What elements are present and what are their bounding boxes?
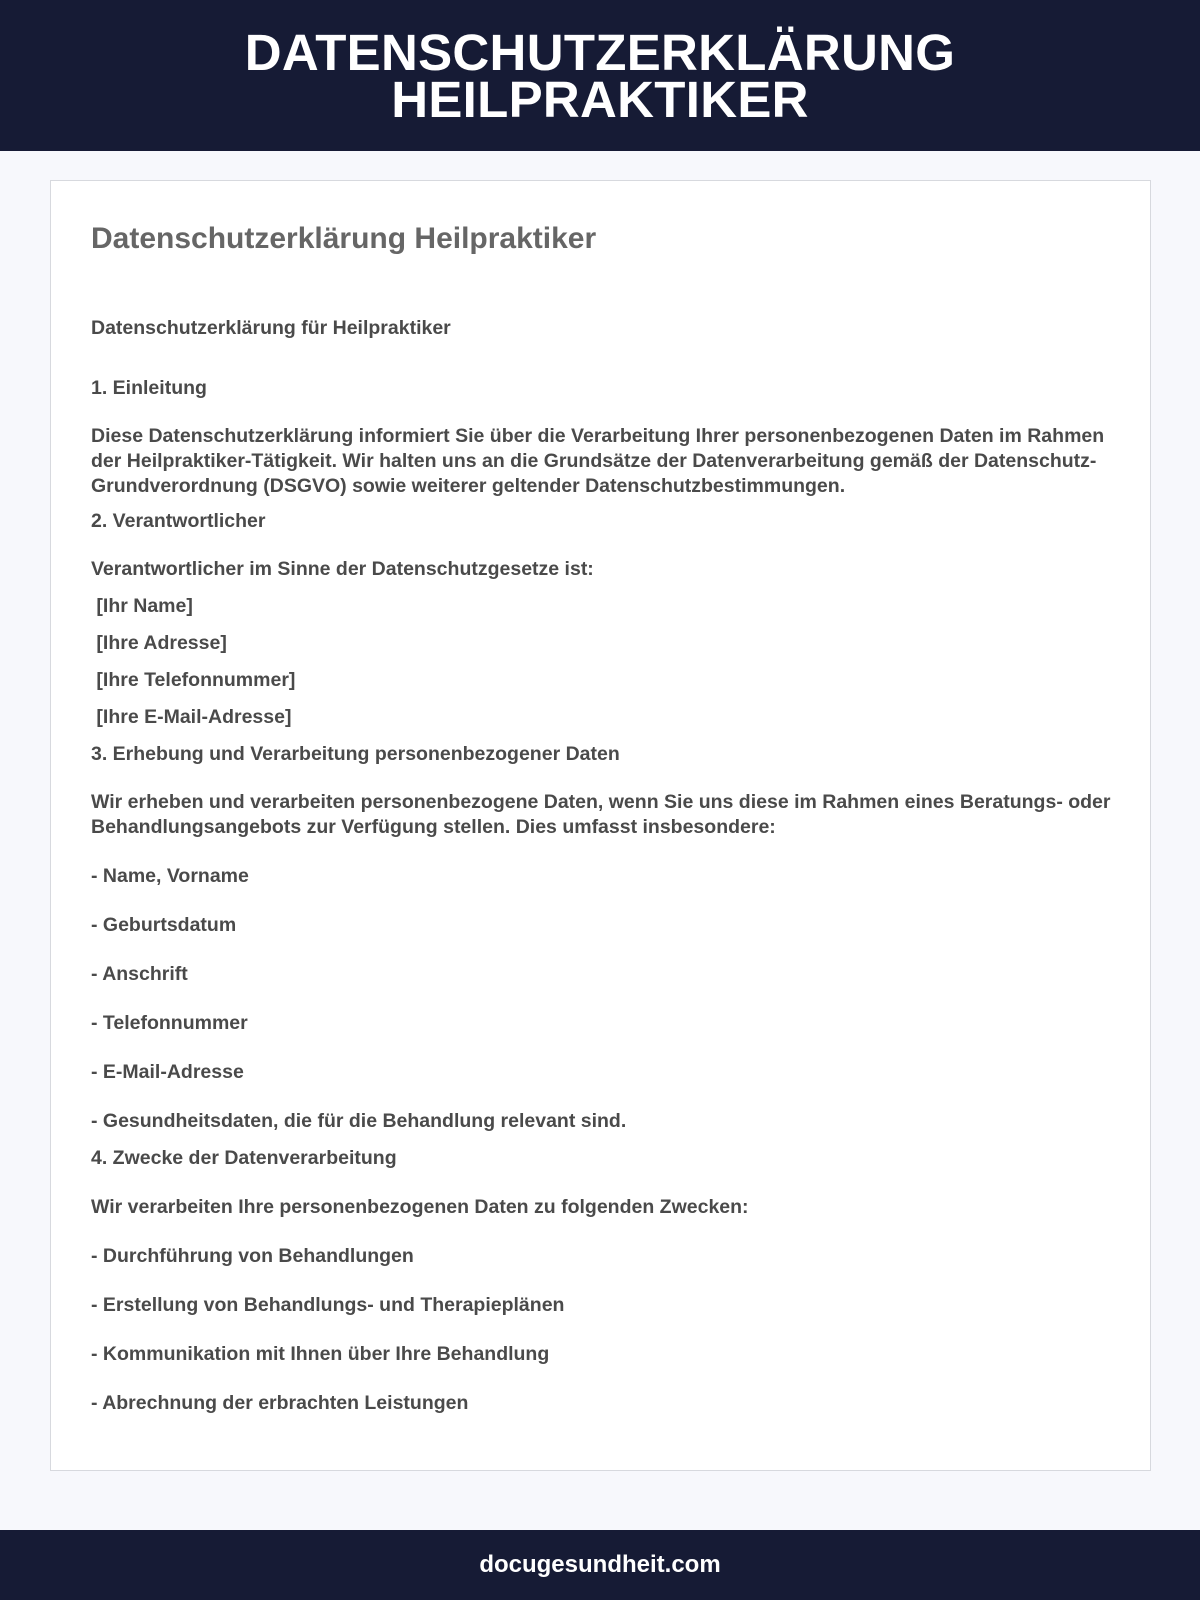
document-subtitle: Datenschutzerklärung für Heilpraktiker bbox=[91, 317, 451, 339]
list-item: - Name, Vorname bbox=[91, 865, 249, 887]
contact-address: [Ihre Adresse] bbox=[91, 632, 227, 654]
header-title-line-1: DATENSCHUTZERKLÄRUNG bbox=[244, 23, 956, 81]
section-4-heading: 4. Zwecke der Datenverarbeitung bbox=[91, 1147, 397, 1169]
list-item: - Kommunikation mit Ihnen über Ihre Behandlung bbox=[91, 1343, 550, 1365]
document-title: Datenschutzerklärung Heilpraktiker bbox=[91, 222, 597, 255]
section-3-heading: 3. Erhebung und Verarbeitung personenbezogener Daten bbox=[91, 743, 620, 765]
contact-email: [Ihre E-Mail-Adresse] bbox=[91, 706, 292, 728]
list-item: - Anschrift bbox=[91, 963, 188, 985]
contact-name: [Ihr Name] bbox=[91, 595, 193, 617]
section-2-intro: Verantwortlicher im Sinne der Datenschutzgesetze ist: bbox=[91, 558, 594, 580]
section-1-heading: 1. Einleitung bbox=[91, 377, 207, 399]
section-4-intro: Wir verarbeiten Ihre personenbezogenen Daten zu folgenden Zwecken: bbox=[91, 1196, 749, 1218]
list-item: - Telefonnummer bbox=[91, 1012, 248, 1034]
list-item: - Abrechnung der erbrachten Leistungen bbox=[91, 1392, 469, 1414]
list-item: - Durchführung von Behandlungen bbox=[91, 1245, 414, 1267]
contact-phone: [Ihre Telefonnummer] bbox=[91, 669, 296, 691]
section-3-intro: Wir erheben und verarbeiten personenbezogene Daten, wenn Sie uns diese im Rahmen eines Beratungs- oder Behandlungsangebots zur Verfügung stellen. Dies umfasst insbesondere: bbox=[91, 791, 1111, 838]
page-footer bbox=[0, 1530, 1200, 1600]
header-title-line-2: HEILPRAKTIKER bbox=[391, 70, 809, 128]
list-item: - Gesundheitsdaten, die für die Behandlung relevant sind. bbox=[91, 1110, 627, 1132]
page-header bbox=[0, 0, 1200, 151]
list-item: - Erstellung von Behandlungs- und Therapieplänen bbox=[91, 1294, 565, 1316]
section-2-heading: 2. Verantwortlicher bbox=[91, 510, 266, 532]
section-1-text: Diese Datenschutzerklärung informiert Sie über die Verarbeitung Ihrer personenbezogenen Daten im Rahmen der Heilpraktiker-Tätigkeit. Wir halten uns an die Grundsätze der Datenverarbeitung gemäß der Datenschutz-Grundverordnung (DSGVO) sowie weiterer geltender Datenschutzbestimmungen. bbox=[91, 425, 1105, 497]
list-item: - E-Mail-Adresse bbox=[91, 1061, 244, 1083]
document-card bbox=[50, 180, 1151, 1471]
list-item: - Geburtsdatum bbox=[91, 914, 237, 936]
footer-site-link[interactable]: docugesundheit.com bbox=[479, 1551, 721, 1578]
